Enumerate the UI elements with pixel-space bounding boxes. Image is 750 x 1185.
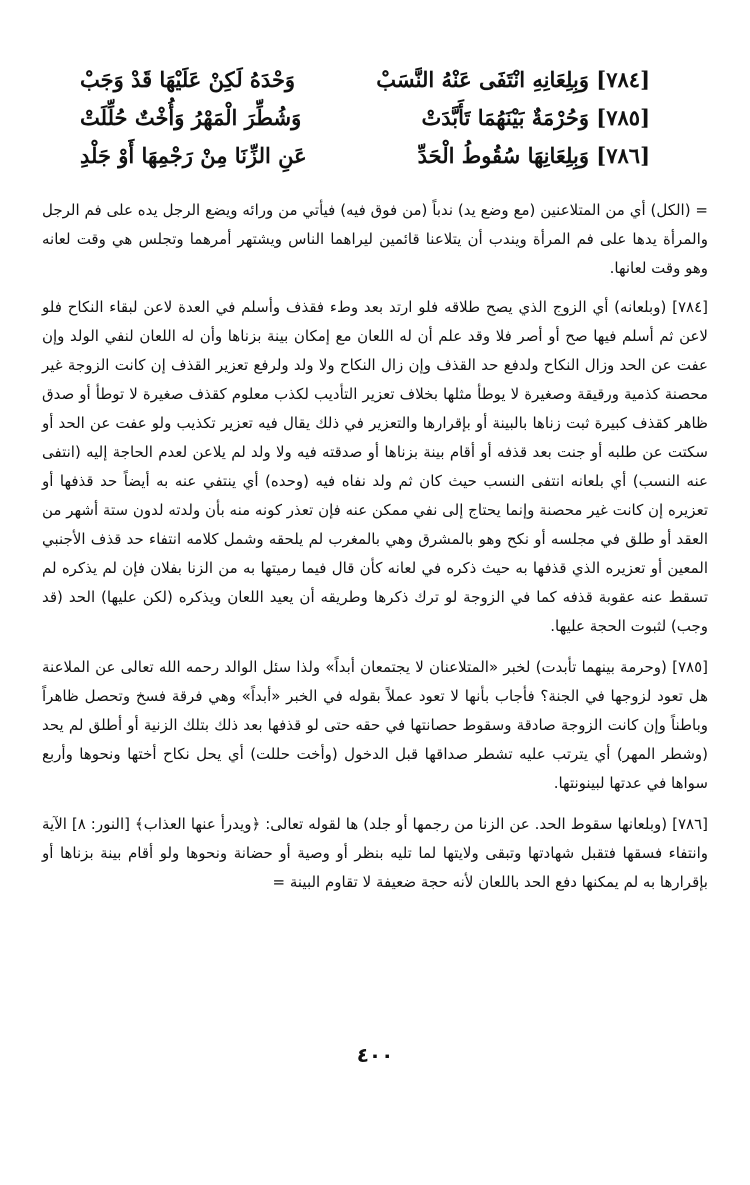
page-number: ٤٠٠ bbox=[356, 1043, 394, 1067]
poem-verses bbox=[80, 60, 650, 174]
verse-first-hemistich: [٧٨٦] وَبِلِعَانِهَا سُقُوطُ الْحَدِّ bbox=[417, 142, 650, 168]
commentary-paragraph-784: [٧٨٤] (وبلعانه) أي الزوج الذي يصح طلاقه فلو ارتد بعد وطء فقذف وأسلم في العدة لاعن لبقاء النكاح فلو لاعن ثم أسلم فيها صح أو أصر فلا وقد علم أن له اللعان مع إمكان بينة بزناها وأن له اللعان لنفي الولد وإن عفت عن الحد وزال النكاح ولدفع حد القذف وإن زال النكاح ولا ولد ولرفع تعزير القذف إن كانت الزوجة غير محصنة كذمية ورقيقة وصغيرة لا يوطأ مثلها بخلاف تعزير التأديب لكذب معلوم كقذف صغيرة لا توطأ أو صدق ظاهر كقذف كبيرة ثبت زناها بالبينة أو بإقرارها والتعزير في ذلك يقال فيه تعزير تكذيب ولو عفت عن الحد أو سكتت عن طلبه أو جنت بعد قذفه أو أقام بينة بزناها أو صدقته فيه ولا ولد لم يلاعن لعدم الحاجة إليه (انتفى عنه النسب) أي بلعانه انتفى النسب حيث كان ثم ولد نفاه فيه (وحده) أي ينتفي عنه به أيضاً حد قذفها أو تعزيره إن كانت غير محصنة وإنما يحتاج إلى نفي ممكن عنه فإن تعذر كونه منه بأن ولدته لدون ستة أشهر من العقد أو طلق في مجلسه أو نكح وهو بالمشرق وهي بالمغرب لم يلحقه وشمل كلامه انتفاء حد قذف الأجنبي المعين أو تعزيره الذي قذفها به حيث ذكره في لعانه كأن قال فيما رميتها به من الزنا بفلان فإن لم يذكره لم تسقط عنه عقوبة قذفه كما في الزوجة لو ترك ذكرها وطريقه أن يعيد اللعان ويذكره (لكن عليها) الحد (قد وجب) لثبوت الحجة عليها. bbox=[42, 298, 708, 635]
verse-784 bbox=[80, 60, 650, 98]
verse-second-hemistich: وَشُطِّرَ الْمَهْرُ وَأُخْتٌ حُلِّلَتْ bbox=[80, 104, 302, 130]
commentary-paragraph-786: [٧٨٦] (وبلعانها سقوط الحد. عن الزنا من رجمها أو جلد) ها لقوله تعالى: ﴿ويدرأ عنها العذاب﴾ [النور: ٨] الآية وانتفاء فسقها فتقبل شهادتها وتبقى ولايتها لما تليه بنظر أو وصية أو حضانة ونحوها ولو أقام بينة بزناها أو بإقرارها به لم يمكنها دفع الحد باللعان لأنه حجة ضعيفة لا تقاوم البينة = bbox=[42, 815, 708, 891]
commentary-paragraph-785: [٧٨٥] (وحرمة بينهما تأبدت) لخبر «المتلاعنان لا يجتمعان أبداً» ولذا سئل الوالد رحمه الله تعالى عن الملاعنة هل تعود لزوجها في الجنة؟ فأجاب بأنها لا تعود عملاً بقوله في الخبر «أبداً» وهي فرقة فسخ وتحصل ظاهراً وباطناً وإن كانت الزوجة صادقة وسقوط حصانتها في حقه حتى لو قذفها بعد ذلك بتلك الزنية أو أطلق لم يحد (وشطر المهر) أي يترتب عليه تشطر صداقها قبل الدخول (وأخت حللت) أي يحل نكاح أختها ونحوها وأربع سواها في عدتها لبينونتها. bbox=[42, 658, 708, 792]
verse-785 bbox=[80, 98, 650, 136]
commentary-paragraph-continued: = (الكل) أي من المتلاعنين (مع وضع يد) ندباً (من فوق فيه) فيأتي من ورائه ويضع الرجل يده على فم الرجل والمرأة يدها على فم المرأة ويندب أن يتلاعنا قائمين ليراهما الناس ويشتهر أمرهما وتجلس هي وقت لعانه وهو وقت لعانها. bbox=[42, 201, 708, 277]
verse-first-hemistich: [٧٨٤] وَبِلِعَانِهِ انْتَفَى عَنْهُ النَّسَبْ bbox=[376, 66, 650, 92]
verse-second-hemistich: عَنِ الزِّنَا مِنْ رَجْمِهَا أَوْ جَلْدِ bbox=[80, 142, 307, 168]
commentary-body bbox=[42, 196, 708, 897]
verse-first-hemistich: [٧٨٥] وَحُرْمَةٌ بَيْنَهُمَا تَأَبَّدَتْ bbox=[421, 104, 650, 130]
verse-second-hemistich: وَحْدَهُ لَكِنْ عَلَيْهَا قَدْ وَجَبْ bbox=[80, 66, 296, 92]
verse-786 bbox=[80, 136, 650, 174]
